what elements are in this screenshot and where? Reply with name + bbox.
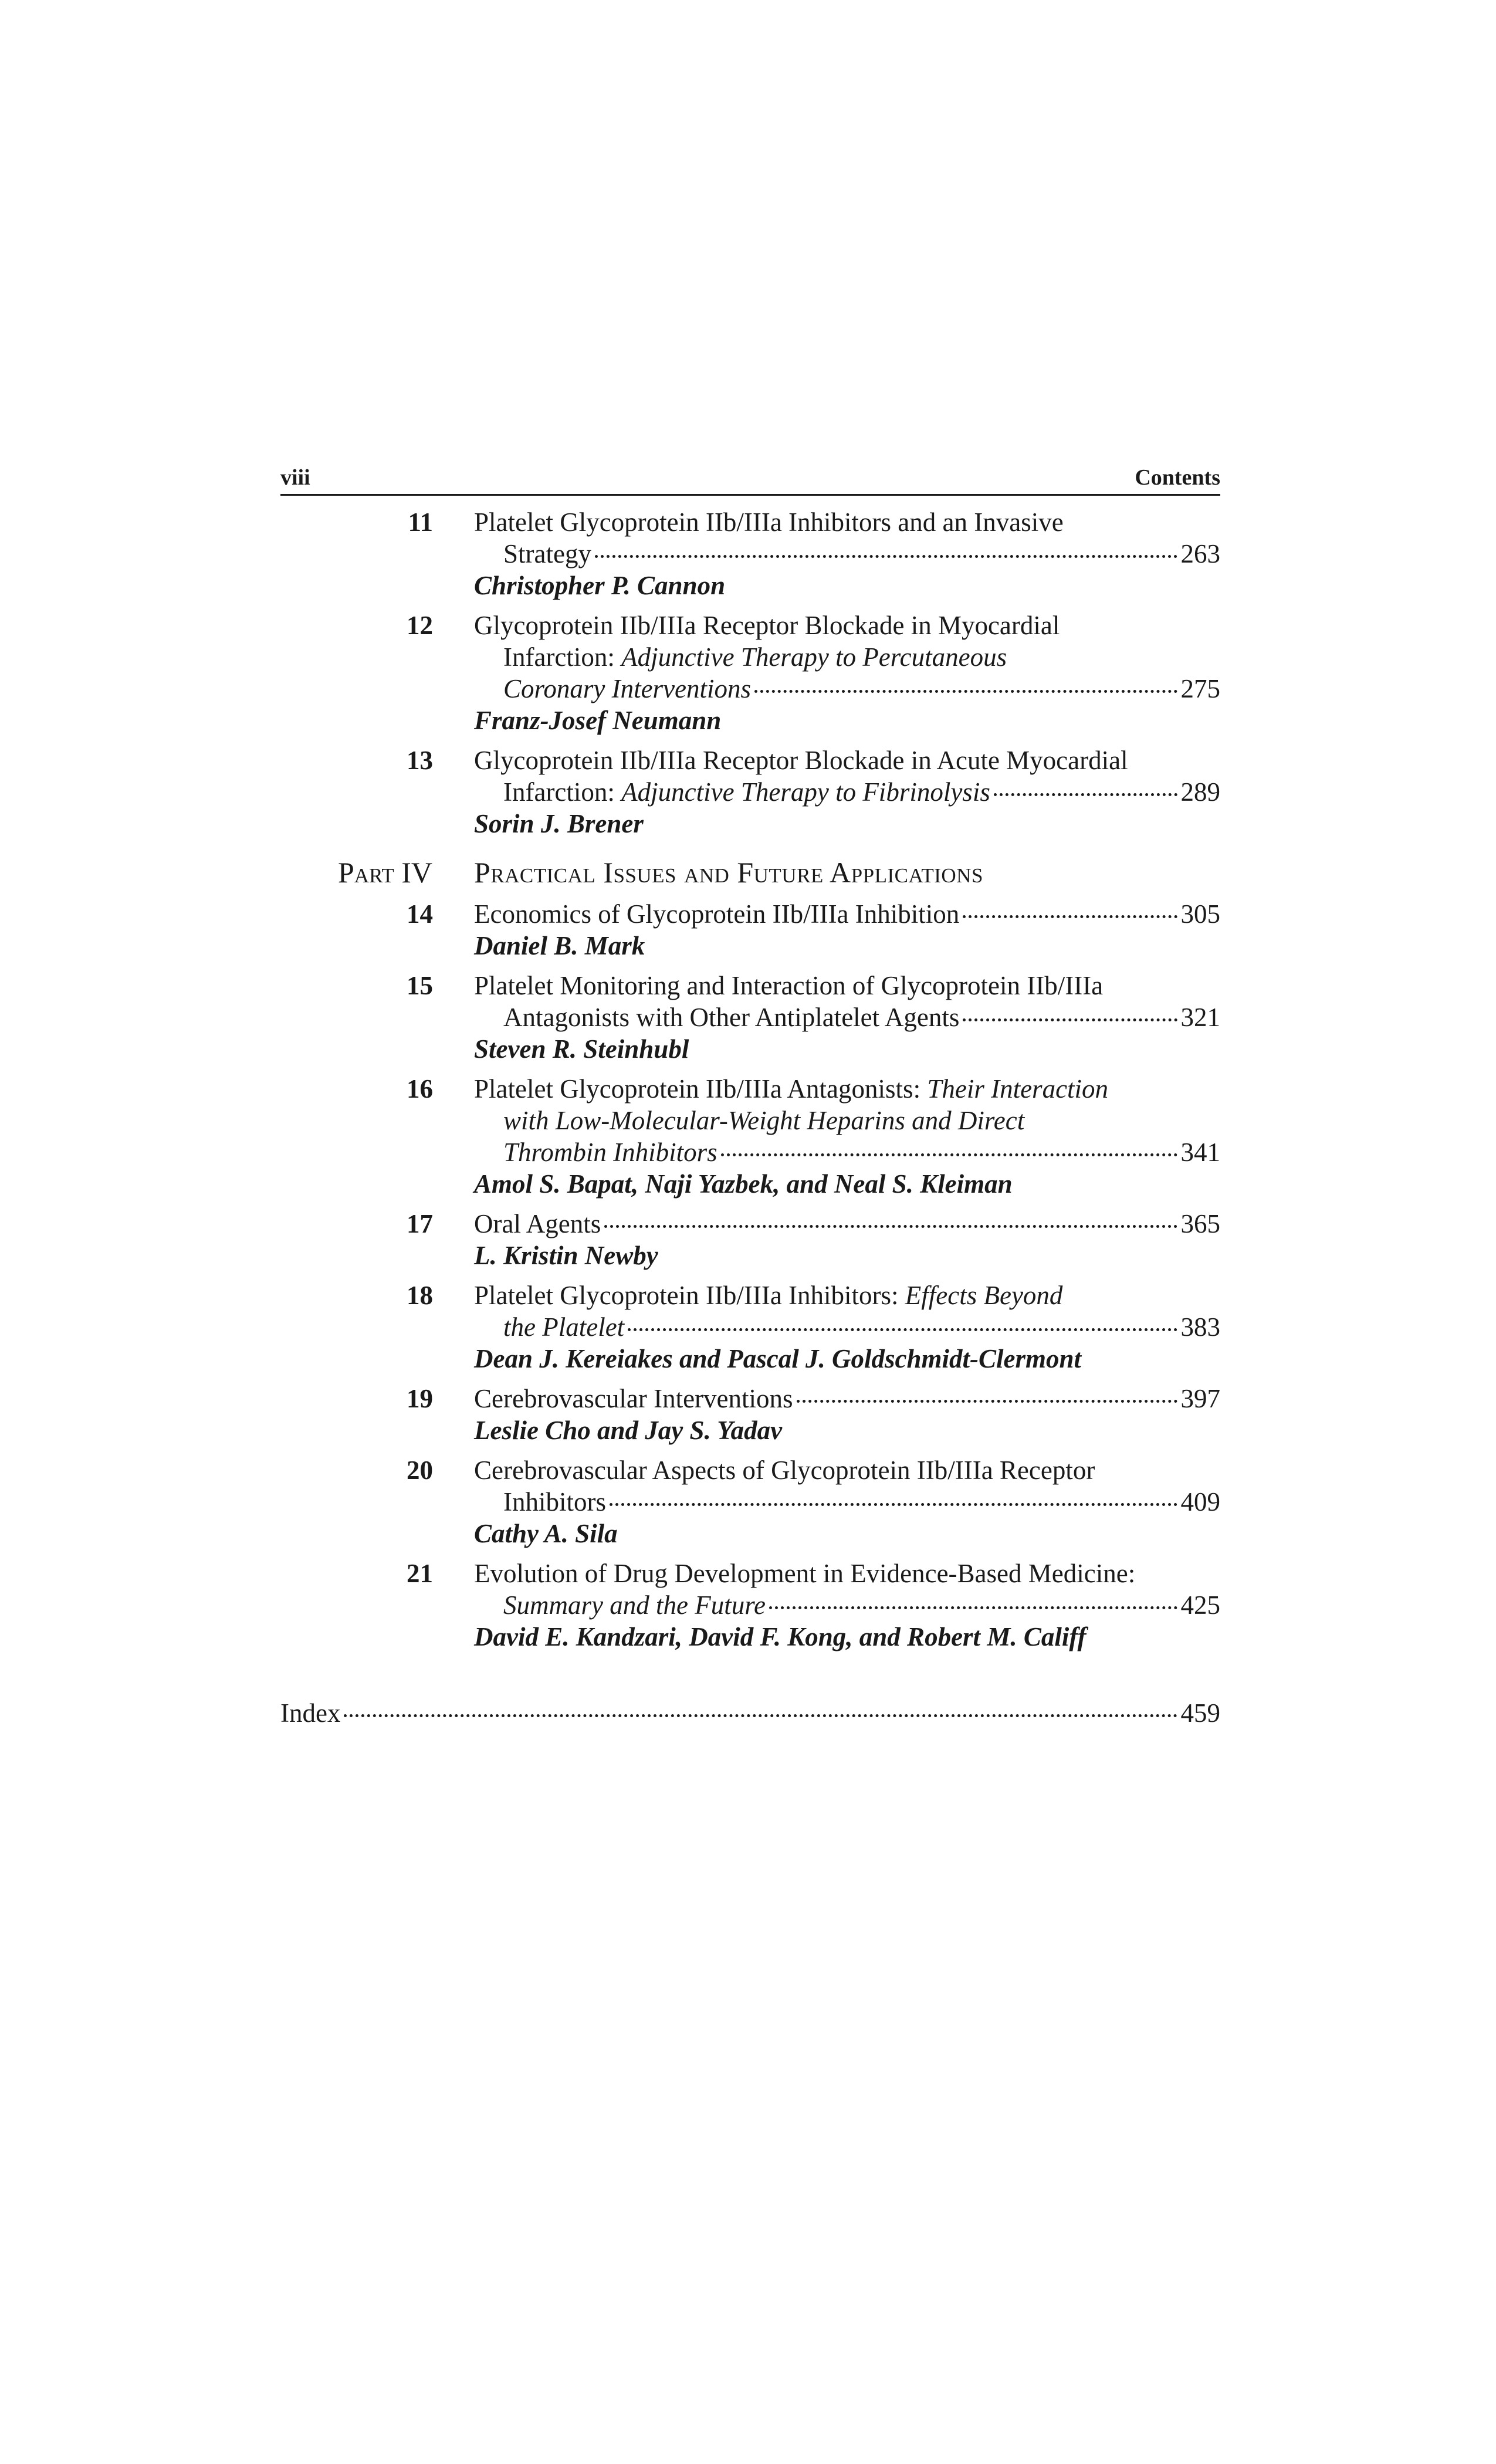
chapter-title-line bbox=[474, 1383, 1220, 1414]
chapter-number: 15 bbox=[407, 971, 433, 1000]
chapter-number: 21 bbox=[407, 1559, 433, 1588]
dot-leader bbox=[344, 1714, 1177, 1717]
chapter-title-text: Economics of Glycoprotein IIb/IIIa Inhibition bbox=[474, 899, 960, 929]
part-heading bbox=[280, 855, 1220, 890]
chapter-number: 18 bbox=[407, 1281, 433, 1310]
chapter-number: 19 bbox=[407, 1384, 433, 1413]
chapter-title-line bbox=[474, 673, 1220, 705]
chapter-author: Cathy A. Sila bbox=[474, 1519, 618, 1548]
chapter-author: Steven R. Steinhubl bbox=[474, 1034, 689, 1064]
chapter-number: 14 bbox=[407, 899, 433, 929]
chapter-number: 16 bbox=[407, 1074, 433, 1104]
page-ref: 289 bbox=[1180, 777, 1220, 807]
page-ref: 409 bbox=[1180, 1487, 1220, 1517]
chapter-number: 11 bbox=[408, 507, 433, 537]
chapter-subtitle-text: Coronary Interventions bbox=[503, 674, 752, 703]
chapter-title-line bbox=[474, 1105, 1220, 1136]
chapter-title-line bbox=[474, 1311, 1220, 1343]
dot-leader bbox=[963, 915, 1177, 918]
toc-entry-16[interactable] bbox=[280, 1073, 1220, 1200]
chapter-title-line bbox=[474, 1001, 1220, 1033]
chapter-title-line bbox=[474, 1073, 1220, 1105]
chapter-title-text: Inhibitors bbox=[503, 1487, 606, 1517]
chapter-title-text: Oral Agents bbox=[474, 1209, 601, 1238]
page-ref: 425 bbox=[1180, 1590, 1220, 1620]
chapter-title-line bbox=[474, 898, 1220, 930]
dot-leader bbox=[604, 1225, 1177, 1228]
toc-entry-20[interactable] bbox=[280, 1454, 1220, 1549]
page-ref: 275 bbox=[1180, 674, 1220, 703]
toc-entry-15[interactable] bbox=[280, 970, 1220, 1065]
chapter-author: L. Kristin Newby bbox=[474, 1241, 658, 1270]
page-ref: 397 bbox=[1180, 1384, 1220, 1413]
chapter-number: 12 bbox=[407, 611, 433, 640]
chapter-title-text: Platelet Glycoprotein IIb/IIIa Antagonists: bbox=[474, 1074, 928, 1104]
dot-leader bbox=[610, 1503, 1177, 1506]
toc-entry-18[interactable] bbox=[280, 1280, 1220, 1375]
chapter-number: 13 bbox=[407, 746, 433, 775]
chapter-author: Sorin J. Brener bbox=[474, 809, 644, 838]
chapter-author: Daniel B. Mark bbox=[474, 931, 645, 960]
chapter-title-line bbox=[474, 1280, 1220, 1311]
chapter-subtitle-text: Adjunctive Therapy to Percutaneous bbox=[621, 642, 1007, 672]
chapter-subtitle-text: Adjunctive Therapy to Fibrinolysis bbox=[621, 777, 990, 807]
chapter-subtitle-text: Effects Beyond bbox=[905, 1281, 1063, 1310]
chapter-title-line: Glycoprotein IIb/IIIa Receptor Blockade in Myocardial bbox=[474, 611, 1060, 640]
chapter-author: Christopher P. Cannon bbox=[474, 571, 726, 600]
table-of-contents bbox=[280, 506, 1220, 1653]
page-ref: 383 bbox=[1180, 1312, 1220, 1342]
toc-entry-14[interactable] bbox=[280, 898, 1220, 962]
dot-leader bbox=[721, 1153, 1177, 1156]
page-ref: 341 bbox=[1180, 1138, 1220, 1167]
chapter-author: Franz-Josef Neumann bbox=[474, 706, 722, 735]
page-ref: 321 bbox=[1180, 1003, 1220, 1032]
dot-leader bbox=[769, 1606, 1177, 1609]
page-number: viii bbox=[280, 465, 310, 490]
toc-entry-17[interactable] bbox=[280, 1208, 1220, 1271]
dot-leader bbox=[994, 793, 1177, 796]
chapter-author: Dean J. Kereiakes and Pascal J. Goldschmidt-Clermont bbox=[474, 1344, 1081, 1373]
chapter-title-line: Glycoprotein IIb/IIIa Receptor Blockade in Acute Myocardial bbox=[474, 746, 1128, 775]
chapter-subtitle-text: the Platelet bbox=[503, 1312, 625, 1342]
chapter-title-line: Platelet Glycoprotein IIb/IIIa Inhibitors and an Invasive bbox=[474, 507, 1064, 537]
chapter-title-line bbox=[474, 1136, 1220, 1168]
chapter-subtitle-text: Their Interaction bbox=[927, 1074, 1109, 1104]
chapter-title-line bbox=[474, 776, 1220, 808]
chapter-title-line: Platelet Monitoring and Interaction of Glycoprotein IIb/IIIa bbox=[474, 971, 1104, 1000]
chapter-title-line bbox=[474, 1208, 1220, 1240]
chapter-subtitle-text: Thrombin Inhibitors bbox=[503, 1138, 717, 1167]
index-label: Index bbox=[280, 1698, 341, 1728]
dot-leader bbox=[963, 1018, 1177, 1021]
part-title: Practical Issues and Future Applications bbox=[474, 856, 983, 889]
chapter-title-line bbox=[474, 1589, 1220, 1621]
chapter-author: Amol S. Bapat, Naji Yazbek, and Neal S. Kleiman bbox=[474, 1169, 1013, 1199]
chapter-subtitle-text: Summary and the Future bbox=[503, 1590, 766, 1620]
page-ref: 365 bbox=[1180, 1209, 1220, 1238]
chapter-title-line bbox=[474, 538, 1220, 570]
chapter-number: 20 bbox=[407, 1456, 433, 1485]
chapter-author: David E. Kandzari, David F. Kong, and Robert M. Califf bbox=[474, 1622, 1087, 1651]
page-ref: 305 bbox=[1180, 899, 1220, 929]
dot-leader bbox=[628, 1328, 1177, 1331]
chapter-title-text: Infarction: bbox=[503, 777, 622, 807]
toc-entry-19[interactable] bbox=[280, 1383, 1220, 1446]
chapter-title-text: Antagonists with Other Antiplatelet Agents bbox=[503, 1003, 960, 1032]
chapter-title-line bbox=[474, 1486, 1220, 1518]
page-ref: 459 bbox=[1180, 1698, 1220, 1728]
chapter-title-text: Platelet Glycoprotein IIb/IIIa Inhibitors: bbox=[474, 1281, 905, 1310]
chapter-title-text: Infarction: bbox=[503, 642, 622, 672]
running-title: Contents bbox=[1135, 465, 1220, 490]
dot-leader bbox=[797, 1400, 1177, 1403]
chapter-title-line: Evolution of Drug Development in Evidence-Based Medicine: bbox=[474, 1559, 1136, 1588]
part-label: Part IV bbox=[338, 856, 432, 889]
running-head bbox=[280, 463, 1220, 496]
toc-entry-11[interactable] bbox=[280, 506, 1220, 601]
dot-leader bbox=[754, 690, 1177, 693]
chapter-title-text: Cerebrovascular Interventions bbox=[474, 1384, 793, 1413]
toc-entry-12[interactable] bbox=[280, 610, 1220, 736]
toc-entry-13[interactable] bbox=[280, 744, 1220, 840]
dot-leader bbox=[595, 555, 1177, 558]
page-ref: 263 bbox=[1180, 539, 1220, 568]
toc-entry-index[interactable] bbox=[280, 1697, 1220, 1729]
chapter-number: 17 bbox=[407, 1209, 433, 1238]
chapter-subtitle-text: with Low-Molecular-Weight Heparins and Direct bbox=[503, 1106, 1025, 1135]
chapter-title-line: Cerebrovascular Aspects of Glycoprotein IIb/IIIa Receptor bbox=[474, 1456, 1095, 1485]
contents-page bbox=[280, 463, 1220, 1729]
chapter-author: Leslie Cho and Jay S. Yadav bbox=[474, 1416, 783, 1445]
toc-entry-21[interactable] bbox=[280, 1558, 1220, 1653]
chapter-title-text: Strategy bbox=[503, 539, 591, 568]
chapter-title-line bbox=[474, 641, 1220, 673]
